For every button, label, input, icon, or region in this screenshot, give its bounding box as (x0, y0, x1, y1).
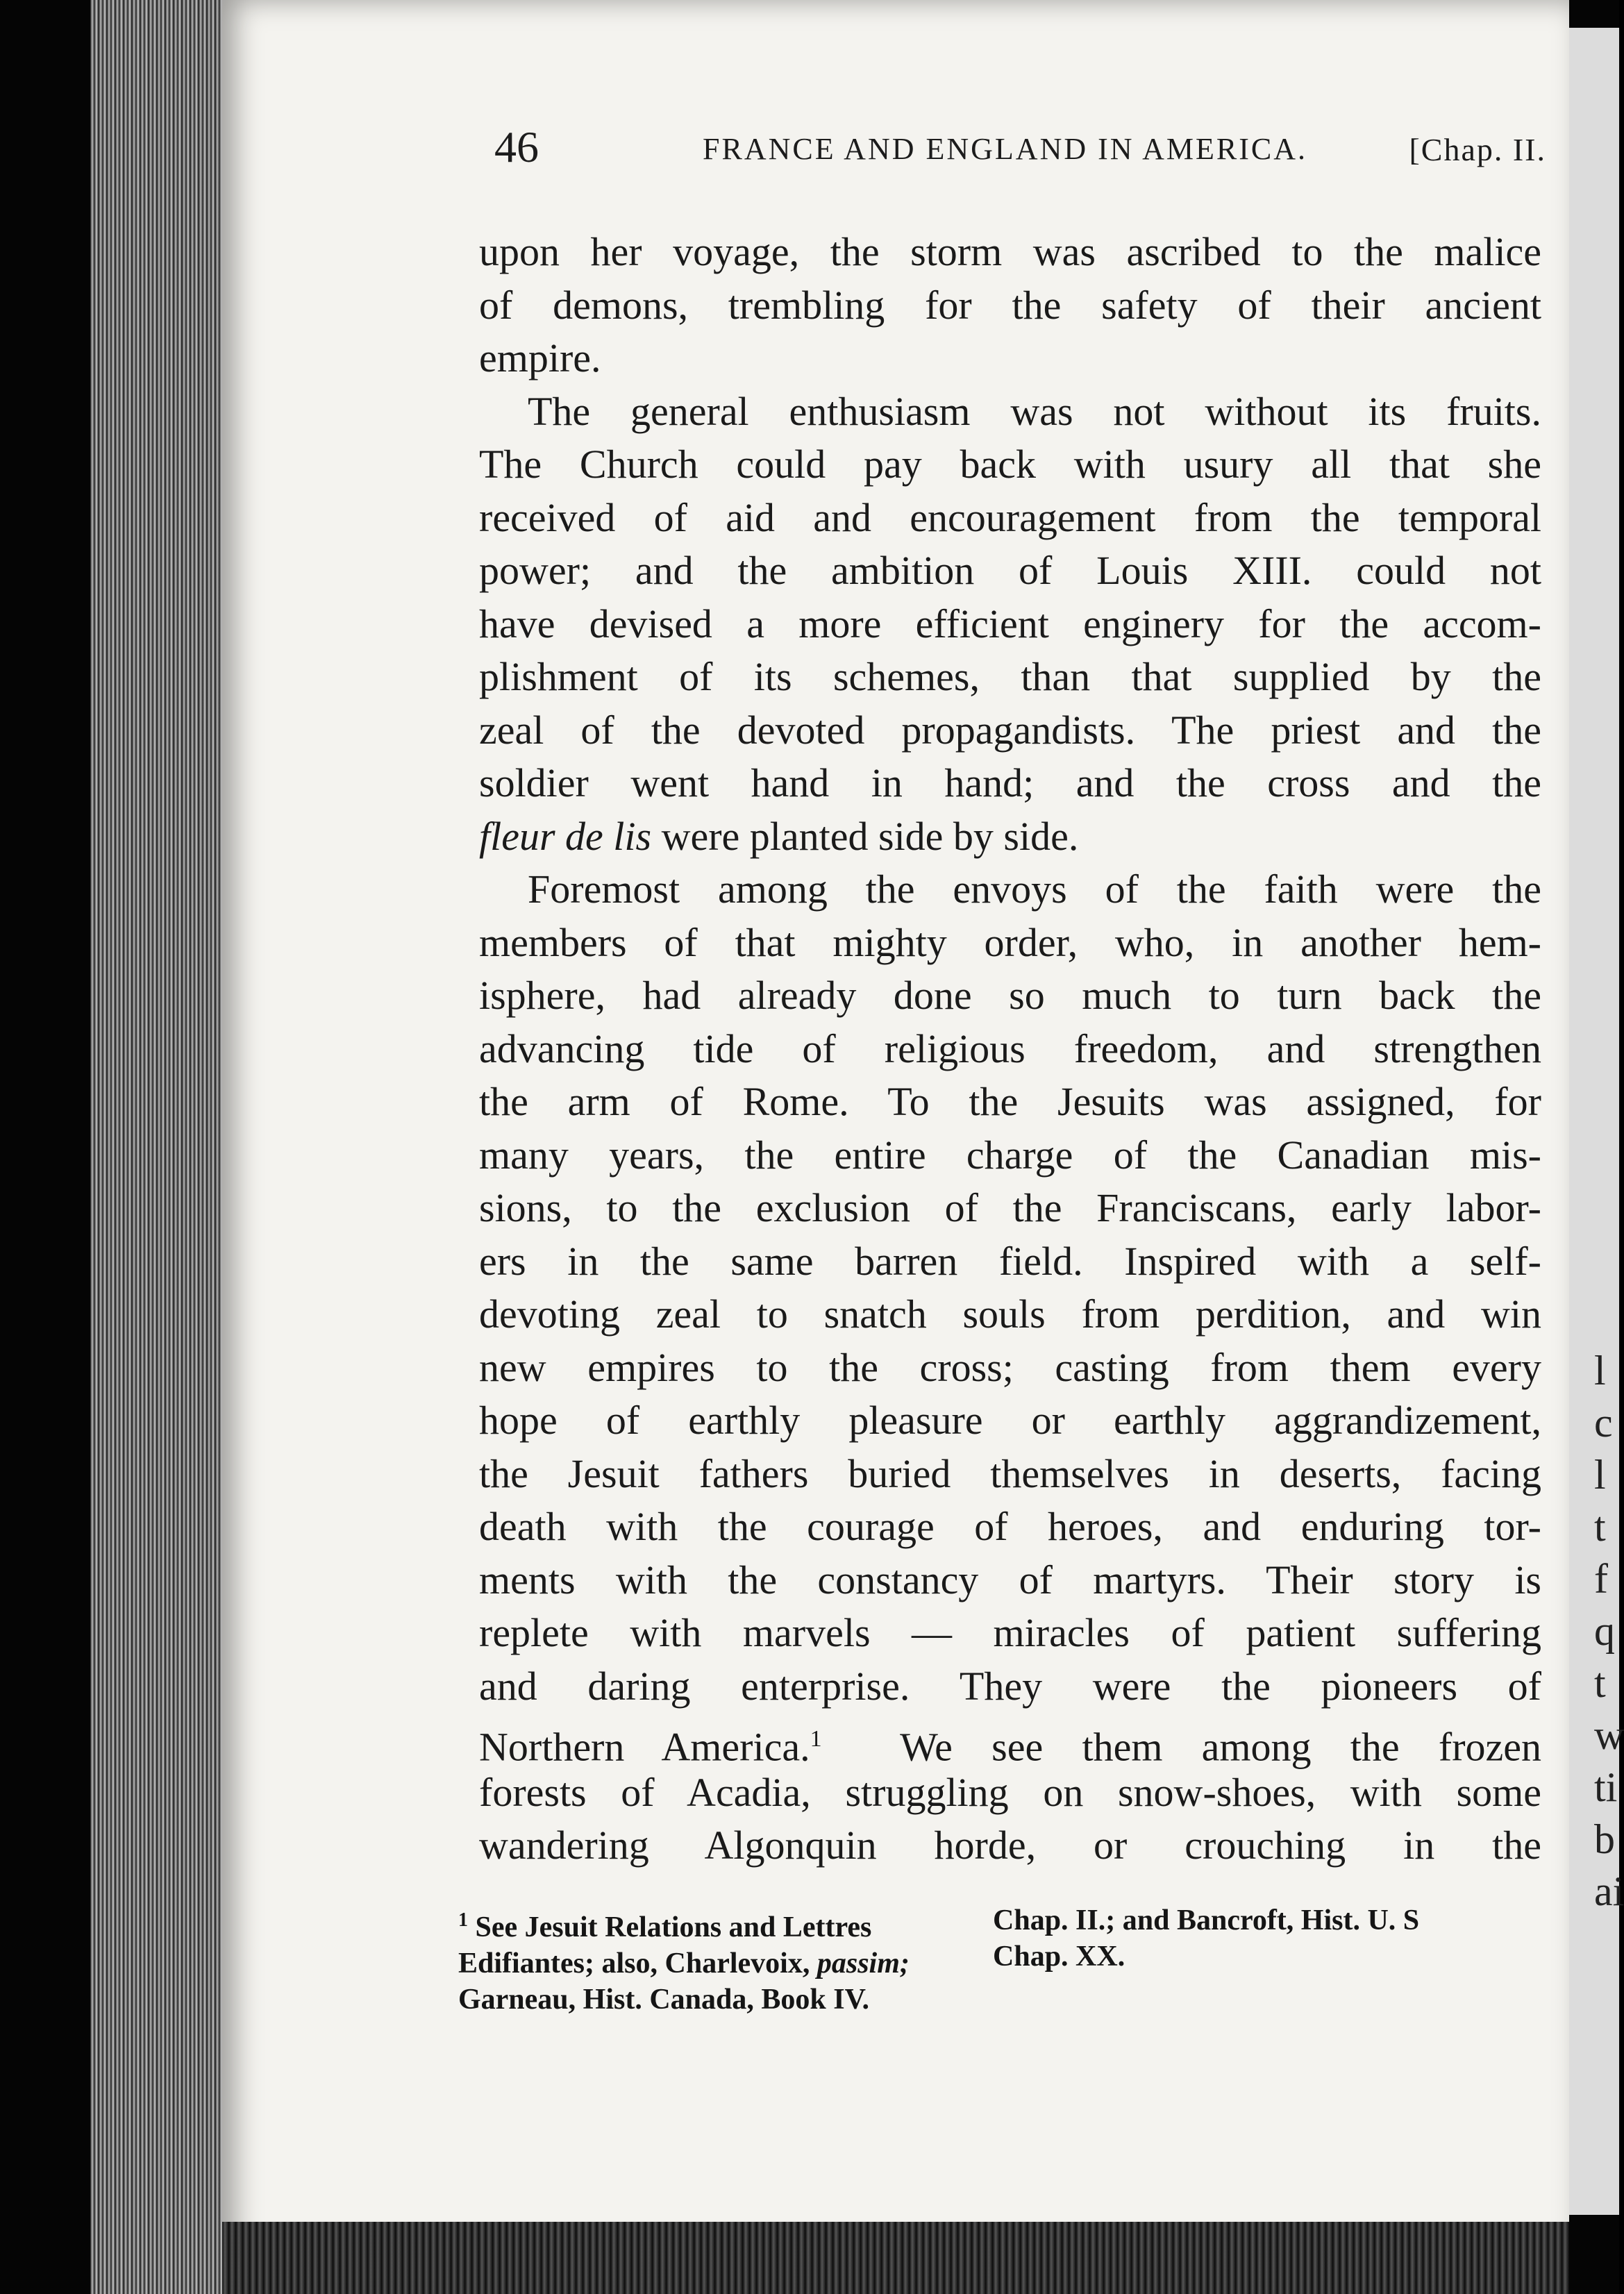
text-line: hope of earthly pleasure or earthly aggrandizement, (479, 1398, 1541, 1443)
text-line: empire. (479, 335, 601, 380)
text-line (479, 810, 1541, 864)
text-line (479, 1713, 1541, 1770)
page-number: 46 (494, 122, 539, 171)
text-line: power; and the ambition of Louis XIII. could not (479, 548, 1541, 593)
sliver-char: c (1594, 1400, 1613, 1446)
text-line: upon her voyage, the storm was ascribed to the malice (479, 229, 1541, 274)
text-line: new empires to the cross; casting from them every (479, 1344, 1541, 1390)
sliver-char: ti (1594, 1764, 1618, 1810)
sliver-char: q (1594, 1608, 1615, 1654)
text-line: many years, the entire charge of the Canadian mis- (479, 1132, 1541, 1178)
running-title: FRANCE AND ENGLAND IN AMERICA. (703, 132, 1308, 166)
text-line: the arm of Rome. To the Jesuits was assigned, for (479, 1079, 1541, 1124)
text-line: received of aid and encouragement from the temporal (479, 494, 1541, 540)
text-line: of demons, trembling for the safety of their ancient (479, 282, 1541, 328)
footnote-marker: 1 (810, 1726, 822, 1752)
text-line: Foremost among the envoys of the faith were the (528, 866, 1541, 912)
body-text (479, 226, 1541, 1873)
sliver-char: t (1594, 1504, 1606, 1550)
sliver-char: b (1594, 1816, 1615, 1862)
text-line: replete with marvels — miracles of patient suffering (479, 1610, 1541, 1655)
italic-phrase: fleur de lis (479, 813, 652, 859)
text-fragment: See Jesuit Relations and Lettres (475, 1911, 872, 1943)
sliver-char: ai (1594, 1868, 1624, 1914)
text-line: zeal of the devoted propagandists. The priest and the (479, 707, 1541, 753)
text-line: sions, to the exclusion of the Franciscans, early labor- (479, 1185, 1541, 1230)
next-page-sliver (1569, 28, 1624, 2215)
footnote-line: Garneau, Hist. Canada, Book IV. (458, 1984, 870, 2016)
text-fragment: were planted side by side. (661, 813, 1079, 859)
text-line: members of that mighty order, who, in another hem- (479, 919, 1541, 965)
text-line: wandering Algonquin horde, or crouching in the (479, 1823, 1541, 1868)
text-line: the Jesuit fathers buried themselves in deserts, facing (479, 1450, 1541, 1496)
text-line: soldier went hand in hand; and the cross and the (479, 760, 1541, 805)
sliver-char: f (1594, 1556, 1608, 1602)
text-fragment: Northern America. (479, 1724, 810, 1770)
chapter-reference: [Chap. II. (1409, 132, 1546, 167)
text-line: isphere, had already done so much to turn back the (479, 973, 1541, 1018)
footnote-line: Chap. XX. (993, 1941, 1125, 1973)
footnote-left-column (458, 1902, 986, 2018)
text-line: ments with the constancy of martyrs. Their story is (479, 1557, 1541, 1602)
sliver-char: l (1594, 1348, 1606, 1393)
text-line: death with the courage of heroes, and enduring tor- (479, 1504, 1541, 1549)
footnote-line (458, 1945, 986, 1982)
footnote-right-column (993, 1902, 1541, 1975)
text-fragment: We see them among the frozen (900, 1724, 1541, 1770)
text-line: and daring enterprise. They were the pioneers of (479, 1663, 1541, 1709)
text-line: The general enthusiasm was not without its fruits. (528, 388, 1541, 434)
sliver-char: w (1594, 1712, 1624, 1758)
text-line: advancing tide of religious freedom, and strengthen (479, 1025, 1541, 1071)
text-fragment: Edifiantes; also, Charlevoix, (458, 1948, 810, 1979)
footnote-line (458, 1902, 986, 1945)
text-line: ers in the same barren field. Inspired with a self- (479, 1238, 1541, 1284)
italic-phrase: passim; (817, 1948, 910, 1979)
text-line: forests of Acadia, struggling on snow-shoes, with some (479, 1769, 1541, 1815)
footnote-number: 1 (458, 1909, 468, 1931)
text-line: plishment of its schemes, than that supplied by the (479, 654, 1541, 699)
sliver-char: t (1594, 1660, 1606, 1706)
text-line: have devised a more efficient enginery for the accom- (479, 601, 1541, 646)
sliver-char: l (1594, 1452, 1606, 1498)
footnote-line: Chap. II.; and Bancroft, Hist. U. S (993, 1904, 1420, 1936)
text-line: devoting zeal to snatch souls from perdition, and win (479, 1291, 1541, 1337)
page-header (494, 122, 1546, 184)
text-line: The Church could pay back with usury all that she (479, 442, 1541, 487)
scan-bottom-edge (222, 2222, 1569, 2294)
